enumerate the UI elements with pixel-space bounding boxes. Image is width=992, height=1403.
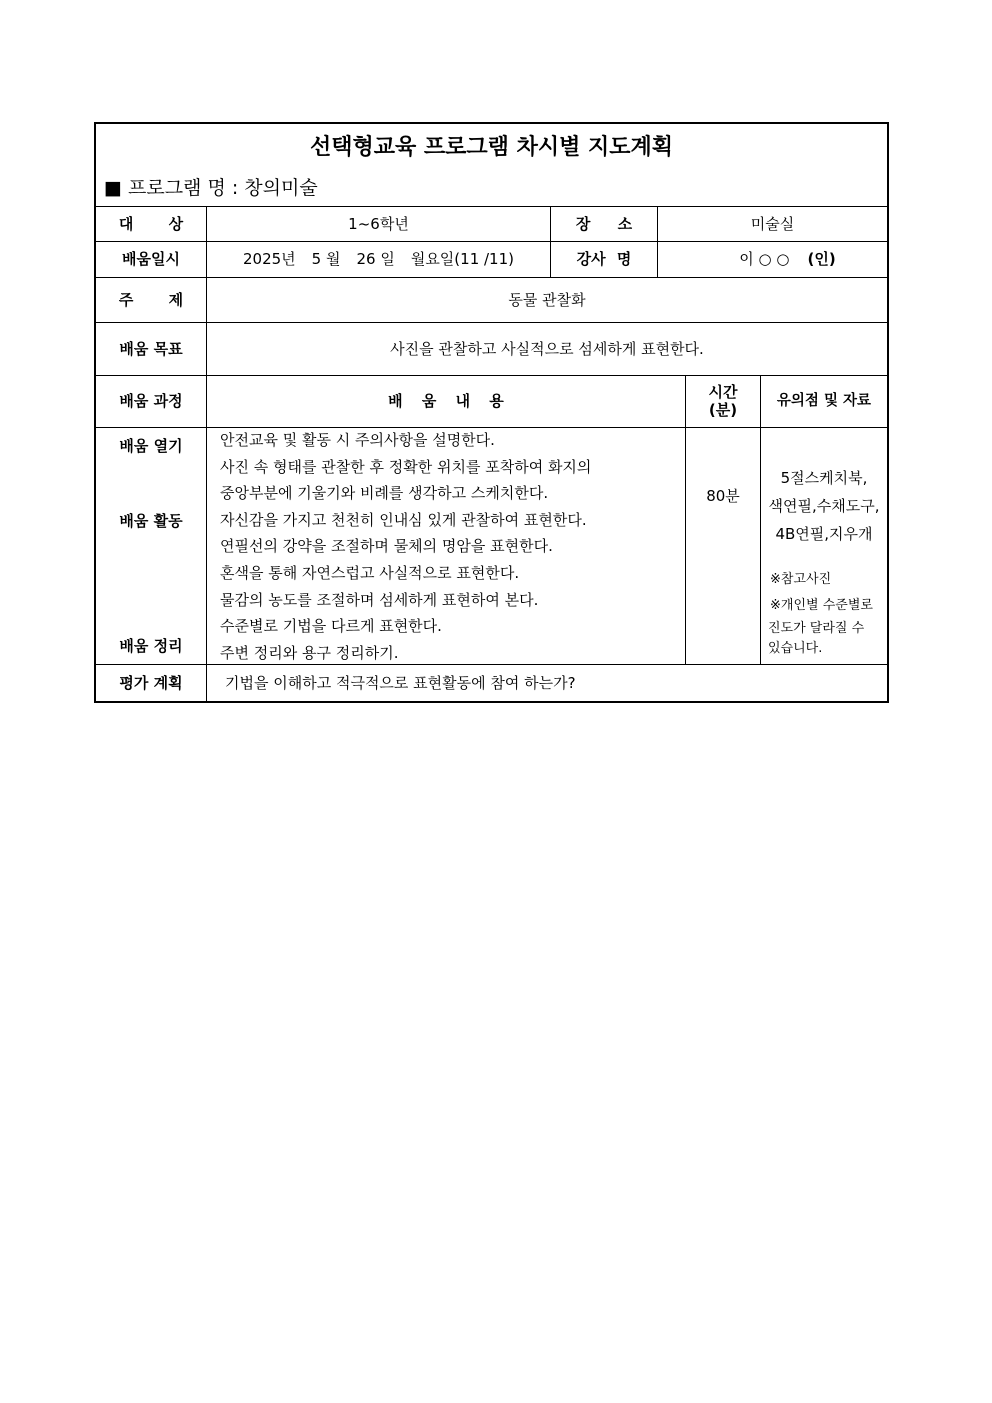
time-value: 80분 (706, 486, 740, 505)
material-line: 5절스케치북, (780, 469, 868, 487)
materials-header: 유의점 및 자료 (776, 393, 872, 410)
content-line: 안전교육 및 활동 시 주의사항을 설명한다. (220, 431, 495, 449)
date-label: 배움일시 (122, 250, 180, 268)
document-title: 선택형교육 프로그램 차시별 지도계획 (309, 134, 673, 160)
instructor-label: 강사 명 (576, 250, 632, 268)
goal-label: 배움 목표 (119, 339, 183, 358)
topic-value: 동물 관찰화 (508, 290, 586, 309)
process-content (220, 427, 682, 666)
evaluation-value: 기법을 이해하고 적극적으로 표현활동에 참여 하는가? (225, 673, 576, 692)
target-label: 대 상 (118, 214, 184, 233)
date-value (207, 242, 550, 277)
note-line: ※개인별 수준별로 (770, 598, 873, 613)
stage-open: 배움 열기 (119, 436, 183, 455)
evaluation-label: 평가 계획 (119, 673, 183, 692)
place-value: 미술실 (750, 214, 795, 233)
material-line: 색연필,수채도구, (768, 497, 880, 515)
note-line: 있습니다. (768, 641, 823, 656)
process-label: 배움 과정 (119, 392, 183, 410)
date-day: 26 일 (356, 250, 395, 268)
materials-notes (768, 567, 886, 659)
topic-label: 주 제 (118, 290, 184, 309)
date-year: 2025년 (242, 250, 296, 268)
content-line: 중앙부분에 기울기와 비례를 생각하고 스케치한다. (220, 484, 549, 503)
place-label: 장 소 (575, 214, 633, 233)
date-weekday: 월요일(11 /11) (410, 250, 514, 268)
content-line: 물감의 농도를 조절하며 섬세하게 표현하여 본다. (220, 590, 539, 609)
note-line: ※참고사진 (770, 572, 832, 587)
content-line: 혼색을 통해 자연스럽고 사실적으로 표현한다. (220, 563, 520, 582)
instructor-value (658, 242, 887, 277)
note-line: 진도가 달라질 수 (768, 621, 865, 636)
content-line: 수준별로 기법을 다르게 표현한다. (220, 617, 442, 636)
stage-close: 배움 정리 (119, 636, 183, 655)
seal-mark: (인) (807, 250, 836, 268)
time-header-line1: 시간 (708, 383, 738, 402)
stage-activity: 배움 활동 (119, 511, 183, 530)
content-line: 연필선의 강약을 조절하며 물체의 명암을 표현한다. (220, 537, 553, 556)
time-header-line2: (분) (708, 400, 738, 419)
target-value: 1~6학년 (348, 214, 409, 233)
instructor-name: 이 ○ ○ (739, 250, 790, 268)
date-month: 5 월 (311, 250, 341, 268)
content-line: 자신감을 가지고 천천히 인내심 있게 관찰하여 표현한다. (220, 510, 587, 529)
content-header: 배 움 내 용 (388, 392, 504, 410)
content-line: 사진 속 형태를 관찰한 후 정확한 위치를 포착하여 화지의 (220, 457, 592, 476)
content-line: 주변 정리와 용구 정리하기. (220, 643, 399, 662)
lesson-plan-table (94, 122, 889, 703)
program-name: ■ 프로그램 명 : 창의미술 (104, 176, 318, 199)
goal-value: 사진을 관찰하고 사실적으로 섬세하게 표현한다. (390, 339, 704, 358)
material-line: 4B연필,지우개 (775, 525, 873, 543)
time-header (686, 376, 760, 427)
materials-list (761, 464, 887, 548)
